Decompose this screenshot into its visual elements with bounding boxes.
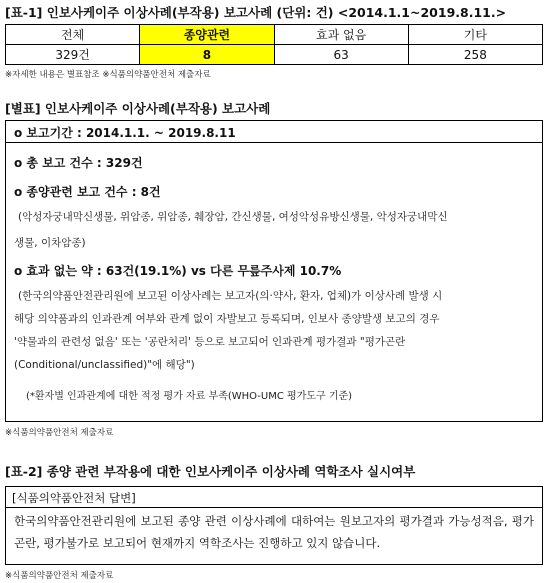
total-reports: o 총 보고 건수 : 329건 [14, 156, 143, 170]
value-other: 258 [408, 45, 542, 65]
header-tumor: 종양관련 [140, 25, 274, 45]
answer-text: 한국의약품안전관리원에 보고된 종양 관련 이상사례에 대하여는 원보고자의 평가결과 가능성적음, 평가곤란, 평가불가로 보고되어 현재까지 역학조사는 진행하고 있지 않습니다. [14, 514, 534, 550]
ineffective-reports: o 효과 없는 약 : 63건(19.1%) vs 다른 무릎주사제 10.7% [14, 264, 342, 278]
tumor-detail-line-1: (악성자궁내막신생물, 위암종, 위암종, 췌장암, 간신생물, 여성악성유방신생물, 악성자궁내막신 [18, 211, 448, 223]
value-total: 329건 [6, 45, 140, 65]
table-header-row [6, 25, 543, 45]
table-value-row [6, 45, 543, 65]
explain-line-1: (한국의약품안전관리원에 보고된 이상사례는 보고자(의·약사, 환자, 업체)가 이상사례 발생 시 [18, 290, 443, 302]
appendix-note: ※식품의약품안전처 제출자료 [5, 428, 114, 438]
tumor-detail-line-2: 생물, 이차암종) [14, 237, 86, 249]
footnote: (*환자별 인과관계에 대한 적정 평가 자료 부족(WHO-UMC 평가도구 기준) [26, 391, 353, 402]
table2-note: ※식품의약품안전처 제출자료 [5, 571, 114, 581]
tumor-reports: o 종양관련 보고 건수 : 8건 [14, 185, 161, 199]
answer-box [5, 486, 543, 565]
header-other: 기타 [408, 25, 542, 45]
divider [6, 142, 542, 143]
appendix-title: [별표] 인보사케이주 이상사례(부작용) 보고사례 [5, 101, 271, 116]
table1-note: ※자세한 내용은 별표참조 ※식품의약품안전처 제출자료 [5, 70, 211, 80]
value-tumor: 8 [140, 45, 274, 65]
report-period: o 보고기간 : 2014.1.1. ~ 2019.8.11 [14, 126, 236, 140]
explain-line-4: (Conditional/unclassified)"에 해당") [14, 359, 195, 371]
report-count-table [5, 24, 543, 65]
table2-title: [표-2] 종양 관련 부작용에 대한 인보사케이주 이상사례 역학조사 실시여부 [5, 464, 416, 479]
appendix-box [5, 120, 543, 422]
divider [6, 507, 542, 508]
explain-line-3: '약물과의 관련성 없음' 또는 '공란처리' 등으로 보고되어 인과관계 평가결과 "평가곤란 [14, 336, 406, 348]
answer-box-head: [식품의약품안전처 답변] [12, 491, 136, 505]
header-ineffective: 효과 없음 [274, 25, 408, 45]
value-ineffective: 63 [274, 45, 408, 65]
table1-title: [표-1] 인보사케이주 이상사례(부작용) 보고사례 (단위: 건) <2014.1.1~2019.8.11.> [5, 5, 507, 20]
header-total: 전체 [6, 25, 140, 45]
explain-line-2: 해당 의약품과의 인과관계 여부와 관계 없이 자발보고 등록되며, 인보사 종양발생 보고의 경우 [14, 313, 440, 325]
